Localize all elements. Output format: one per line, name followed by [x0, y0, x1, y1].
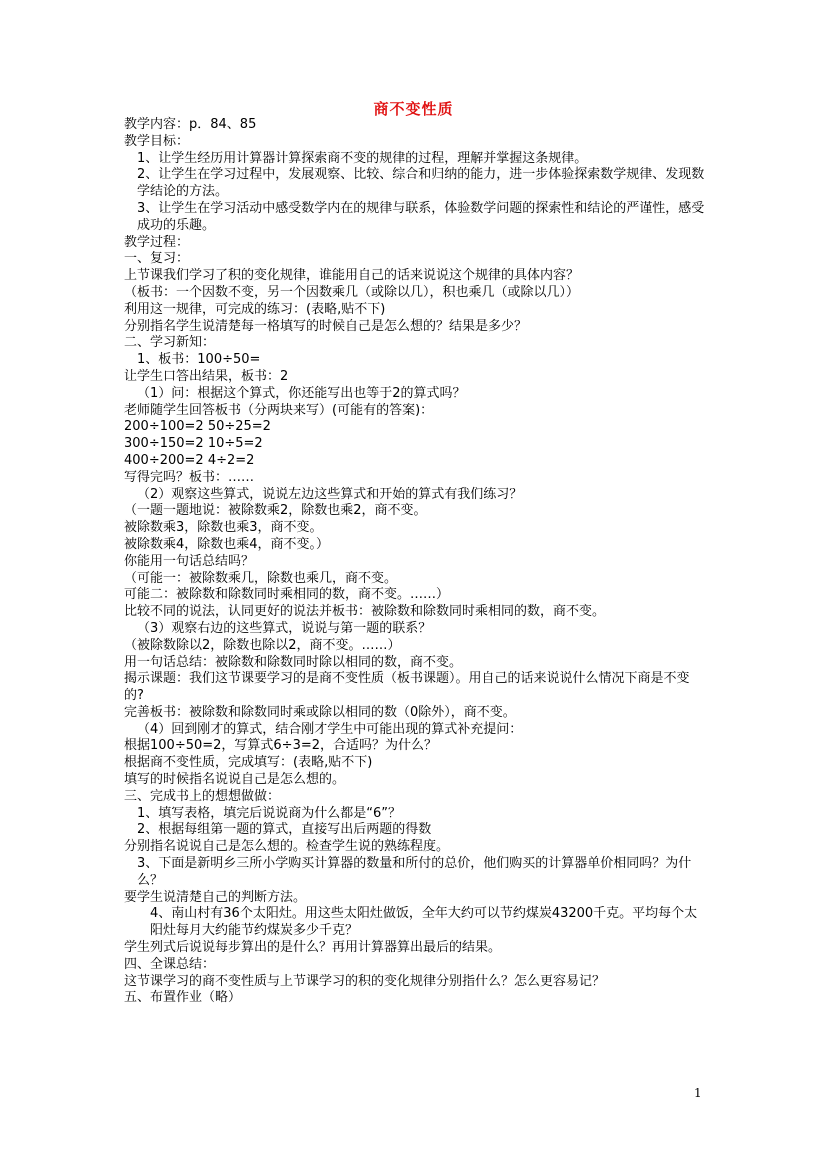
- text-line: 上节课我们学习了积的变化规律，谁能用自己的话来说说这个规律的具体内容？: [124, 268, 580, 284]
- text-line: 填写的时候指名说说自己是怎么想的。: [124, 772, 346, 788]
- text-line: 这节课学习的商不变性质与上节课学习的积的变化规律分别指什么？怎么更容易记？: [124, 973, 606, 989]
- text-line: 1、让学生经历用计算器计算探索商不变的规律的过程，理解并掌握这条规律。: [137, 150, 588, 166]
- text-line: 根据商不变性质，完成填写：(表略,贴不下): [124, 755, 373, 771]
- text-line: 利用这一规律，可完成的练习：(表略,贴不下): [124, 301, 386, 317]
- text-paragraph: 3、让学生在学习活动中感受数学内在的规律与联系，体验数学问题的探索性和结论的严谨性，感受成功的乐趣。: [137, 200, 705, 233]
- text-line: （3）观察右边的这些算式，说说与第一题的联系？: [137, 620, 432, 636]
- text-line: 完善板书：被除数和除数同时乘或除以相同的数（0除外），商不变。: [124, 704, 516, 720]
- text-line: 1、填写表格，填完后说说商为什么都是“6”？: [137, 805, 402, 821]
- text-line: 你能用一句话总结吗？: [124, 553, 255, 569]
- text-line: 分别指名学生说清楚每一格填写的时候自己是怎么想的？结果是多少？: [124, 318, 528, 334]
- text-paragraph: 4、南山村有36个太阳灶。用这些太阳灶做饭，全年大约可以节约煤炭43200千克。平均每个太阳灶每月大约能节约煤炭多少千克？: [150, 906, 698, 939]
- document-title: 商不变性质: [373, 100, 454, 118]
- text-line: （板书：一个因数不变，另一个因数乘几（或除以几），积也乘几（或除以几））: [124, 284, 580, 300]
- text-paragraph: 2、让学生在学习过程中，发展观察、比较、综合和归纳的能力，进一步体验探索数学规律、发现数学结论的方法。: [137, 167, 705, 200]
- text-line: 让学生口答出结果，板书：2: [124, 368, 289, 384]
- equation-line: 200÷100=2 50÷25=2: [124, 419, 271, 435]
- text-line: 学生列式后说说每步算出的是什么？再用计算器算出最后的结果。: [124, 940, 502, 956]
- text-line: 根据100÷50=2，写算式6÷3=2，合适吗？为什么？: [124, 738, 438, 754]
- text-line: 教学内容：p．84、85: [124, 117, 257, 132]
- text-line: 写得完吗？板书：……: [124, 469, 255, 485]
- text-line: （一题一题地说：被除数乘2，除数也乘2，商不变。: [124, 503, 427, 519]
- text-line: 一、复习：: [124, 251, 190, 267]
- text-line: 三、完成书上的想想做做：: [124, 788, 281, 804]
- text-line: 老师随学生回答板书（分两块来写）(可能有的答案)：: [124, 402, 434, 418]
- text-line: 五、布置作业（略）: [124, 990, 242, 1006]
- page-number: 1: [694, 1086, 702, 1100]
- text-line: 用一句话总结：被除数和除数同时除以相同的数，商不变。: [124, 654, 463, 670]
- text-line: （1）问：根据这个算式，你还能写出也等于2的算式吗？: [137, 385, 466, 401]
- text-line: 教学过程：: [124, 234, 190, 250]
- equation-line: 300÷150=2 10÷5=2: [124, 436, 263, 452]
- text-paragraph: 3、下面是新明乡三所小学购买计算器的数量和所付的总价，他们购买的计算器单价相同吗？为什么？: [137, 856, 692, 888]
- text-line: 被除数乘4，除数也乘4，商不变。）: [124, 536, 330, 552]
- text-line: （4）回到刚才的算式，结合刚才学生中可能出现的算式补充提问：: [137, 721, 523, 737]
- text-line: （可能一：被除数乘几，除数也乘几，商不变。: [124, 570, 398, 586]
- equation-line: 400÷200=2 4÷2=2: [124, 452, 255, 468]
- text-line: 比较不同的说法，认同更好的说法并板书：被除数和除数同时乘相同的数，商不变。: [124, 604, 606, 620]
- text-line: （2）观察这些算式，说说左边这些算式和开始的算式有我们练习？: [137, 486, 523, 502]
- text-line: 1、板书：100÷50=: [137, 352, 261, 368]
- text-line: 教学目标：: [124, 133, 190, 149]
- text-line: （被除数除以2，除数也除以2，商不变。……）: [124, 637, 401, 653]
- text-line: 被除数乘3，除数也乘3，商不变。: [124, 520, 323, 536]
- text-line: 2、根据每组第一题的算式，直接写出后两题的得数: [137, 822, 432, 838]
- document-body: [124, 117, 709, 1007]
- text-line: 四、全课总结：: [124, 956, 216, 972]
- text-line: 要学生说清楚自己的判断方法。: [124, 889, 307, 905]
- text-paragraph: 揭示课题：我们这节课要学习的是商不变性质（板书课题）。用自己的话来说说什么情况下商是不变的?: [124, 671, 690, 704]
- text-line: 二、学习新知：: [124, 335, 216, 351]
- text-line: 可能二：被除数和除数同时乘相同的数，商不变。……）: [124, 587, 450, 603]
- text-line: 分别指名说说自己是怎么想的。检查学生说的熟练程度。: [124, 839, 450, 855]
